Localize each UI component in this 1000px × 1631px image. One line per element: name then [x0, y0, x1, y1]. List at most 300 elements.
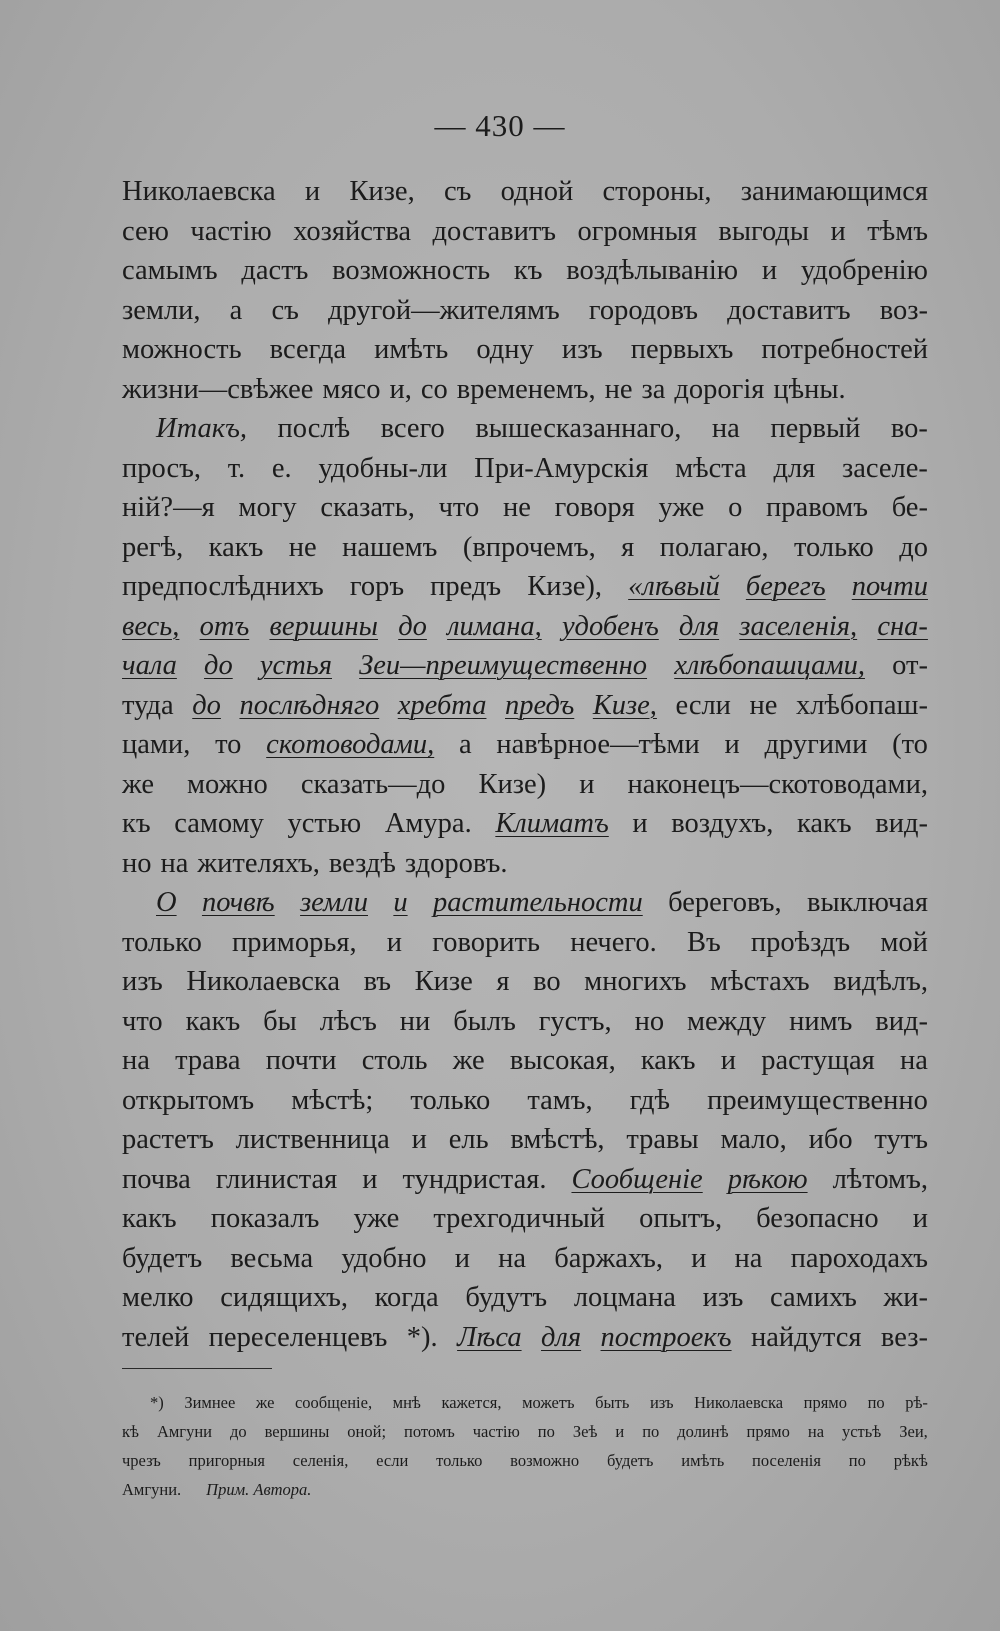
word: весьма — [230, 1242, 314, 1274]
text-line — [122, 1475, 928, 1504]
word: для — [773, 452, 816, 484]
word: регѣ, — [122, 531, 184, 563]
word: высокая, — [509, 1045, 616, 1076]
word: и, — [389, 373, 412, 405]
word: туда — [122, 689, 174, 721]
word: до — [192, 689, 221, 721]
word: селенія, — [292, 1451, 349, 1470]
text-line — [122, 1278, 928, 1318]
word: говоря — [554, 492, 635, 523]
word: Зеи, — [899, 1422, 928, 1441]
text-line — [122, 923, 928, 963]
word: на — [807, 1422, 825, 1441]
word: бы — [263, 1005, 297, 1037]
word: открытомъ — [122, 1084, 255, 1116]
word: говорить — [432, 926, 540, 958]
word: одну — [476, 334, 534, 365]
word: сидящихъ, — [220, 1282, 348, 1313]
word: же — [255, 1393, 275, 1412]
word: земли — [300, 887, 368, 918]
word: изъ — [122, 966, 163, 997]
word: Амура. — [384, 808, 472, 839]
word: уже — [658, 492, 705, 523]
word: со — [420, 373, 448, 405]
word: тамъ, — [527, 1084, 593, 1116]
word: чрезъ — [122, 1451, 161, 1470]
word: всего — [380, 413, 445, 444]
word: бе- — [891, 492, 928, 523]
word: удобны-ли — [318, 452, 448, 484]
word: мелко — [122, 1282, 194, 1313]
word: доставитъ — [432, 215, 557, 247]
text-line — [122, 883, 928, 923]
text-line — [122, 172, 928, 212]
word: глинистая — [215, 1163, 338, 1195]
word: заселенія, — [739, 610, 858, 642]
word: и — [393, 887, 408, 918]
word: можно — [187, 768, 268, 800]
text-line — [122, 686, 928, 726]
word: не — [503, 492, 531, 523]
word: Амгуни. — [122, 1480, 182, 1499]
word: занимающимся — [740, 176, 928, 207]
word: Амгуни — [156, 1422, 212, 1441]
word: будетъ — [606, 1451, 654, 1470]
word: густъ, — [538, 1005, 612, 1037]
word: возможно — [510, 1451, 580, 1470]
footnote-signature: Прим. Автора. — [206, 1480, 312, 1499]
text-line — [122, 212, 928, 252]
word: правомъ — [766, 492, 868, 523]
word: устью — [287, 808, 362, 839]
word: другими — [764, 729, 868, 760]
word: я — [621, 531, 635, 563]
text-line — [122, 1120, 928, 1160]
word: только — [436, 1451, 483, 1470]
word: городовъ — [588, 294, 699, 326]
text-line — [122, 1318, 928, 1358]
word: показалъ — [210, 1203, 320, 1234]
word: весь, — [122, 610, 180, 642]
word: береговъ, — [668, 887, 782, 918]
word: по — [537, 1422, 555, 1441]
word: предпослѣднихъ — [122, 571, 324, 602]
word: просъ, — [122, 452, 201, 484]
word: и — [761, 255, 778, 286]
text-line — [122, 1199, 928, 1239]
word: предъ — [505, 689, 575, 721]
word: О — [156, 887, 177, 918]
word: по — [642, 1422, 660, 1441]
word: Въ — [686, 926, 721, 958]
text-line — [122, 607, 928, 647]
word: кѣ — [122, 1422, 139, 1441]
word: устьѣ — [841, 1422, 882, 1441]
word: ни — [399, 1005, 431, 1037]
word: переселенцевъ — [208, 1321, 388, 1353]
word: но — [122, 847, 152, 879]
word: дорогія — [674, 373, 765, 405]
text-line — [122, 409, 928, 449]
word: первый — [770, 413, 861, 444]
word: самымъ — [122, 255, 218, 286]
word: жи- — [883, 1282, 928, 1313]
text-line — [122, 1417, 928, 1446]
word: между — [687, 1005, 767, 1037]
word: прямо — [803, 1393, 847, 1412]
word: нечего. — [570, 926, 657, 958]
word: и — [632, 808, 648, 839]
word: мало, — [720, 1124, 787, 1155]
word: и — [724, 729, 740, 760]
word: цѣны. — [773, 373, 846, 405]
word: земли, — [122, 294, 201, 326]
text-line — [122, 962, 928, 1002]
word: отъ — [199, 610, 250, 642]
word: от- — [892, 650, 928, 681]
word: если — [376, 1451, 409, 1470]
word: Кизе), — [527, 571, 603, 602]
word: могу — [238, 492, 297, 523]
word: изъ — [561, 334, 603, 365]
word: тундристая. — [402, 1163, 547, 1195]
word: мѣста — [675, 452, 747, 484]
word: имѣть — [374, 334, 449, 365]
word: до — [229, 1422, 247, 1441]
word: мой — [880, 926, 928, 958]
word: временемъ, — [456, 373, 596, 405]
word: воз- — [879, 294, 928, 326]
word: рѣ- — [905, 1393, 928, 1412]
word: жителяхъ, — [197, 847, 320, 879]
text-line — [122, 567, 928, 607]
word: а — [229, 294, 243, 326]
word: рѣкѣ — [893, 1451, 928, 1470]
word: хлѣбопашцами, — [674, 650, 865, 681]
word: будетъ — [122, 1242, 203, 1274]
text-line — [122, 804, 928, 844]
word: только — [122, 926, 202, 958]
word: рѣкою — [727, 1163, 808, 1195]
text-line — [122, 646, 928, 686]
text-line — [122, 330, 928, 370]
word: самихъ — [770, 1282, 857, 1313]
word: съ — [443, 176, 472, 207]
word: цами, — [122, 729, 191, 760]
word: на — [899, 1045, 928, 1076]
word: воздѣлыванію — [566, 255, 739, 286]
word: выключая — [806, 887, 928, 918]
word: для — [679, 610, 720, 642]
word: столь — [361, 1045, 428, 1076]
footnote — [122, 1388, 928, 1504]
word: преимущественно — [707, 1084, 928, 1116]
word: вид- — [875, 1005, 928, 1037]
word: только — [793, 531, 874, 563]
word: вездѣ — [328, 847, 396, 879]
word: по — [848, 1451, 866, 1470]
word: лѣтомъ, — [832, 1163, 928, 1195]
word: оной; — [347, 1422, 387, 1441]
page-number: — 430 — — [434, 108, 566, 143]
word: можетъ — [522, 1393, 575, 1412]
word: что — [438, 492, 480, 523]
word: Николаевска — [122, 176, 276, 207]
word: и — [830, 215, 846, 247]
word: полагаю, — [659, 531, 769, 563]
word: *). — [406, 1321, 438, 1353]
word: всегда — [269, 334, 347, 365]
word: въ — [363, 966, 392, 997]
word: воздухъ, — [671, 808, 774, 839]
word: не — [604, 373, 633, 405]
word: стороны, — [602, 176, 712, 207]
word: послѣ — [277, 413, 351, 444]
word: потомъ — [404, 1422, 455, 1441]
word: съ — [271, 294, 299, 326]
word: построекъ — [600, 1321, 732, 1353]
word: о — [728, 492, 743, 523]
word: и — [411, 1124, 427, 1155]
word: частію — [472, 1422, 520, 1441]
word: Николаевска — [694, 1393, 784, 1412]
word: самому — [174, 808, 264, 839]
word: лимана, — [447, 610, 542, 642]
text-line — [122, 1160, 928, 1200]
word: опытъ, — [639, 1203, 723, 1234]
word: какъ — [185, 1005, 241, 1037]
text-line — [122, 725, 928, 765]
word: за — [641, 373, 666, 405]
word: удобренію — [800, 255, 928, 286]
word: на — [711, 413, 740, 444]
text-line — [122, 251, 928, 291]
word: тутъ — [874, 1124, 928, 1155]
word: я — [496, 966, 510, 997]
word: (то — [892, 729, 928, 760]
word: чала — [122, 650, 177, 681]
word: Климатъ — [495, 808, 609, 839]
word: и — [304, 176, 321, 207]
word: сна- — [877, 610, 928, 642]
word: пароходахъ — [790, 1242, 928, 1274]
word: долинѣ — [677, 1422, 729, 1441]
word: сею — [122, 215, 169, 247]
word: растительности — [432, 887, 643, 918]
word: одной — [500, 176, 574, 207]
word: трава — [175, 1045, 241, 1076]
word: навѣрное—тѣми — [496, 729, 700, 760]
word: ель — [448, 1124, 489, 1155]
word: и — [720, 1045, 736, 1076]
word: выгоды — [718, 215, 810, 247]
word: берегъ — [745, 571, 826, 602]
word: до — [899, 531, 928, 563]
word: сказать, — [320, 492, 415, 523]
text-line — [122, 488, 928, 528]
word: дастъ — [241, 255, 309, 286]
word: другой—жителямъ — [327, 294, 560, 326]
word: мнѣ — [392, 1393, 421, 1412]
word: по — [867, 1393, 885, 1412]
word: не — [288, 531, 317, 563]
word: приморья, — [232, 926, 357, 958]
word: на — [734, 1242, 763, 1274]
word: на — [160, 847, 189, 879]
word: хлѣбопаш- — [795, 689, 928, 721]
word: безопасно — [756, 1203, 879, 1234]
word: Итакъ, — [156, 413, 248, 444]
word: мѣстахъ — [710, 966, 810, 997]
word: огромныя — [577, 215, 697, 247]
word: не — [749, 689, 778, 721]
word: почвѣ — [201, 887, 275, 918]
word: Кизе, — [349, 176, 415, 207]
word: устья — [259, 650, 332, 681]
word: хозяйства — [293, 215, 412, 247]
word: многихъ — [584, 966, 687, 997]
word: (впрочемъ, — [462, 531, 596, 563]
word: Сообщеніе — [571, 1163, 703, 1195]
word: же — [122, 768, 154, 800]
word: первыхъ — [630, 334, 734, 365]
word: только — [410, 1084, 491, 1116]
word: почти — [851, 571, 928, 602]
word: изъ — [649, 1393, 674, 1412]
word: какъ — [208, 531, 264, 563]
word: былъ — [453, 1005, 516, 1037]
word: Зеѣ — [572, 1422, 598, 1441]
word: къ — [513, 255, 543, 286]
word: ибо — [808, 1124, 853, 1155]
word: и — [912, 1203, 928, 1234]
word: къ — [122, 808, 151, 839]
word: Кизе) — [478, 768, 547, 800]
word: баржахъ, — [554, 1242, 663, 1274]
text-line — [122, 291, 928, 331]
word: видѣлъ, — [833, 966, 928, 997]
word: до — [398, 610, 427, 642]
word: удобенъ — [561, 610, 659, 642]
word: какъ — [122, 1203, 177, 1234]
word: скотоводами, — [266, 729, 435, 760]
word: сообщеніе, — [294, 1393, 373, 1412]
text-line — [122, 528, 928, 568]
text-line — [122, 1446, 928, 1475]
text-line — [122, 370, 928, 410]
word: вез- — [880, 1321, 928, 1353]
word: вершины — [269, 610, 378, 642]
word: вид- — [875, 808, 928, 839]
word: лоцмана — [573, 1282, 676, 1313]
word: пригорныя — [188, 1451, 265, 1470]
word: прямо — [746, 1422, 790, 1441]
word: гдѣ — [629, 1084, 671, 1116]
word: трехгодичный — [433, 1203, 606, 1234]
word: же — [452, 1045, 485, 1076]
body-text — [122, 172, 928, 1357]
word: вершины — [264, 1422, 330, 1441]
word: когда — [374, 1282, 439, 1313]
word: возможность — [332, 255, 491, 286]
word: нимъ — [789, 1005, 853, 1037]
word: и — [691, 1242, 707, 1274]
word: ній?—я — [122, 492, 215, 523]
word: удобно — [341, 1242, 427, 1274]
word: и — [362, 1163, 378, 1195]
word: Зимнее — [184, 1393, 236, 1412]
word: и — [615, 1422, 625, 1441]
word: изъ — [702, 1282, 744, 1313]
word: потребностей — [761, 334, 928, 365]
word: лѣсъ — [319, 1005, 377, 1037]
word: почва — [122, 1163, 191, 1195]
word: уже — [353, 1203, 400, 1234]
word: и — [454, 1242, 470, 1274]
word: вмѣстѣ, — [510, 1124, 605, 1155]
word: лиственница — [235, 1124, 390, 1155]
word: сказать—до — [300, 768, 446, 800]
word: растущая — [761, 1045, 875, 1076]
word: какъ — [796, 808, 852, 839]
word: послѣдняго — [239, 689, 380, 721]
footnote-divider — [122, 1368, 272, 1369]
word: если — [675, 689, 731, 721]
word: быть — [595, 1393, 630, 1412]
word: тѣмъ — [867, 215, 928, 247]
word: здоровъ. — [404, 847, 508, 879]
word: травы — [626, 1124, 699, 1155]
word: а — [459, 729, 472, 760]
word: кажется, — [441, 1393, 502, 1412]
word: на — [498, 1242, 527, 1274]
word: мѣстѣ; — [291, 1084, 374, 1116]
word: поселенія — [752, 1451, 821, 1470]
text-line — [122, 1239, 928, 1279]
word: имѣть — [681, 1451, 725, 1470]
text-line — [122, 1388, 928, 1417]
word: растетъ — [122, 1124, 214, 1155]
word: Зеи—преимущественно — [359, 650, 648, 681]
word: то — [215, 729, 242, 760]
word: вышесказаннаго, — [475, 413, 682, 444]
word: на — [122, 1045, 150, 1076]
text-line — [122, 449, 928, 489]
word: проѣздъ — [750, 926, 851, 958]
word: и — [579, 768, 595, 800]
text-line — [122, 1041, 928, 1081]
word: При-Амурскія — [474, 452, 649, 484]
word: «лѣвый — [628, 571, 720, 602]
word: можность — [122, 334, 242, 365]
word: частію — [190, 215, 272, 247]
text-line — [122, 844, 928, 884]
word: мясо — [322, 373, 381, 405]
word: Лѣса — [457, 1321, 522, 1353]
word: предъ — [430, 571, 502, 602]
word: т. — [227, 452, 246, 484]
word: во — [533, 966, 561, 997]
word: что — [122, 1005, 163, 1037]
word: во- — [890, 413, 928, 444]
word: телей — [122, 1321, 190, 1353]
word: *) — [150, 1393, 164, 1412]
word: е. — [271, 452, 292, 484]
word: но — [634, 1005, 665, 1037]
word: нашемъ — [342, 531, 438, 563]
word: какъ — [640, 1045, 696, 1076]
word: доставитъ — [727, 294, 851, 326]
